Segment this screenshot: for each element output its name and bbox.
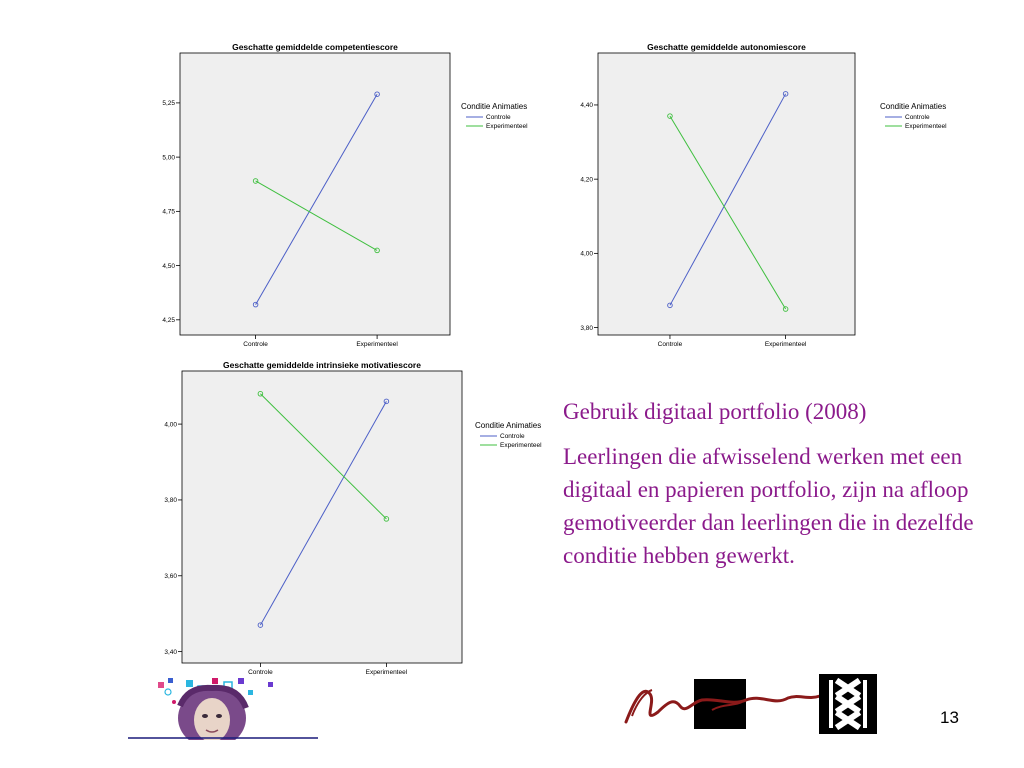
portrait-logo-image [128, 676, 318, 740]
legend-title: Conditie Animaties [461, 102, 528, 111]
plot-area [598, 53, 855, 335]
x-tick-label: Experimenteel [365, 669, 408, 676]
chart-title: Geschatte gemiddelde autonomiescore [647, 42, 806, 52]
legend-entry-experimenteel: Experimenteel [486, 123, 528, 130]
y-tick-label: 4,50 [162, 262, 175, 270]
legend-entry-experimenteel: Experimenteel [905, 123, 947, 130]
y-tick-label: 4,00 [164, 421, 177, 429]
y-tick-label: 5,25 [162, 100, 175, 108]
y-tick-label: 3,40 [164, 648, 177, 656]
legend-entry-controle: Controle [500, 433, 525, 440]
chart-competentiescore [150, 40, 570, 352]
x-tick-label: Controle [243, 341, 268, 348]
uva-logo [819, 674, 877, 734]
y-tick-label: 3,60 [164, 572, 177, 580]
plot-area [182, 371, 462, 663]
chart-intrinsieke-motivatiescore [150, 358, 570, 682]
summary-heading: Gebruik digitaal portfolio (2008) [563, 399, 867, 424]
y-tick-label: 4,75 [162, 208, 175, 216]
y-tick-label: 3,80 [164, 497, 177, 505]
y-tick-label: 5,00 [162, 154, 175, 162]
legend-title: Conditie Animaties [880, 102, 947, 111]
y-tick-label: 4,40 [580, 102, 593, 110]
y-tick-label: 3,80 [580, 324, 593, 332]
summary-body: Leerlingen die afwisselend werken met een digitaal en papieren portfolio, zijn na afloop gemotiveerder dan leerlingen die in dezelfde conditie hebben gewerkt. [563, 444, 974, 568]
legend-entry-controle: Controle [905, 114, 930, 121]
legend-entry-controle: Controle [486, 114, 511, 121]
chart-title: Geschatte gemiddelde competentiescore [232, 42, 398, 52]
chart-autonomiescore [565, 40, 985, 352]
legend-title: Conditie Animaties [475, 421, 542, 430]
plot-area [180, 53, 450, 335]
y-tick-label: 4,20 [580, 176, 593, 184]
x-tick-label: Experimenteel [356, 341, 398, 348]
x-tick-label: Controle [248, 669, 273, 676]
y-tick-label: 4,25 [162, 317, 175, 325]
y-tick-label: 4,00 [580, 250, 593, 258]
signature-image [622, 676, 822, 732]
x-tick-label: Experimenteel [764, 341, 807, 348]
summary-text-block [563, 398, 1003, 572]
page-number: 13 [940, 708, 959, 727]
chart-title: Geschatte gemiddelde intrinsieke motivatiescore [223, 360, 421, 370]
x-tick-label: Controle [657, 341, 683, 348]
legend-entry-experimenteel: Experimenteel [500, 442, 542, 449]
